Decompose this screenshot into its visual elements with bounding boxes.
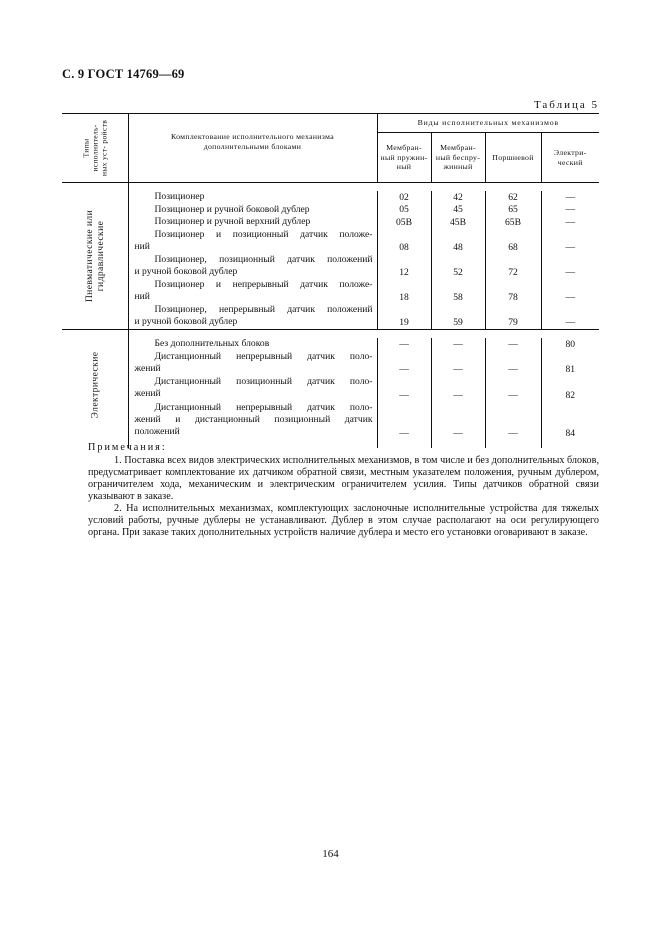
table-row xyxy=(62,254,599,279)
value-cell: 18 xyxy=(377,279,431,304)
config-text-line: ний xyxy=(134,240,150,252)
config-text-line: Дистанционный непрерывный датчик поло- xyxy=(154,350,373,362)
table-row xyxy=(62,216,599,229)
value-cell: 02 xyxy=(377,191,431,204)
config-cell xyxy=(128,229,377,254)
config-text-line: Позиционер xyxy=(154,191,205,202)
config-text-line: Позиционер, непрерывный датчик положений xyxy=(154,303,373,315)
value-cell: — xyxy=(431,376,485,402)
config-cell xyxy=(128,304,377,330)
subcolumn-header-text: Электри- ческий xyxy=(553,148,587,167)
value-cell: 82 xyxy=(565,389,576,401)
value-cell: 19 xyxy=(377,304,431,330)
table-row xyxy=(62,376,599,402)
config-column-header xyxy=(128,114,377,183)
value-cell: — xyxy=(431,351,485,377)
group-header xyxy=(377,114,599,133)
config-text-line: жений и дистанционный позиционный датчик xyxy=(134,413,373,425)
value-cell: 45 xyxy=(431,204,485,217)
subcolumn-header xyxy=(431,133,485,183)
value-cell: 48 xyxy=(431,229,485,254)
value-cell: — xyxy=(377,376,431,402)
value-cell: 84 xyxy=(565,428,576,439)
table-row xyxy=(62,191,599,204)
value-cell: — xyxy=(565,317,576,328)
data-table xyxy=(62,113,599,448)
config-text-line: жений xyxy=(134,388,161,400)
config-text-line: ний xyxy=(134,290,150,302)
group-spacer xyxy=(128,330,599,339)
value-cell: — xyxy=(565,291,576,303)
group-spacer-row xyxy=(62,183,599,192)
config-text-line: жений xyxy=(134,362,161,374)
value-cell: 78 xyxy=(485,279,541,304)
group-spacer xyxy=(128,183,599,192)
config-cell xyxy=(128,279,377,304)
value-cell: 05В xyxy=(377,216,431,229)
config-text-line: Дистанционный позиционный датчик поло- xyxy=(154,376,373,388)
value-cell: 45В xyxy=(431,216,485,229)
value-cell: 80 xyxy=(565,338,576,350)
page-number: 164 xyxy=(322,848,339,860)
type-column-header-text: Типы исполнитель- ных уст- ройств xyxy=(81,119,109,176)
config-text-line: Без дополнительных блоков xyxy=(154,338,270,349)
value-cell: 72 xyxy=(485,254,541,279)
config-cell xyxy=(128,351,377,377)
config-text-line: Позиционер и непрерывный датчик положе- xyxy=(154,278,373,290)
config-text-line: Позиционер и позиционный датчик положе- xyxy=(154,228,373,240)
group-header-text: Виды исполнительных механизмов xyxy=(417,118,559,128)
config-column-header-text: Комплектование исполнительного механизма дополнительными блоками xyxy=(171,132,334,151)
value-cell: — xyxy=(565,266,576,278)
config-text-line: Позиционер и ручной боковой дублер xyxy=(154,203,310,215)
value-cell: 62 xyxy=(485,191,541,204)
config-cell xyxy=(128,338,377,351)
value-cell: 81 xyxy=(565,364,576,376)
value-cell: 42 xyxy=(431,191,485,204)
value-cell: — xyxy=(485,376,541,402)
config-cell xyxy=(128,216,377,229)
notes-section xyxy=(88,442,599,539)
config-text-line: Дистанционный непрерывный датчик поло- xyxy=(154,401,373,413)
value-cell: 05 xyxy=(377,204,431,217)
group-type-label: Электрические xyxy=(89,351,101,419)
value-cell: 68 xyxy=(485,229,541,254)
page-header: С. 9 ГОСТ 14769—69 xyxy=(62,67,185,81)
notes-title: Примечания: xyxy=(88,442,167,453)
subcolumn-header xyxy=(541,133,599,183)
subcolumn-header-text: Поршневой xyxy=(492,152,534,162)
value-cell: 59 xyxy=(431,304,485,330)
value-cell: — xyxy=(485,351,541,377)
config-text-line: положений xyxy=(134,425,180,437)
value-cell: 79 xyxy=(485,304,541,330)
note-1: 1. Поставка всех видов электрических исполнительных механизмов, в том числе и без дополнительных блоков, предусматривает комплектование их датчиком обратной связи, местным указателем положения, ручным дублером, ограничителем хода, механическим и электрическим ограничителем усилия. Типы датчиков обратной связи указывают в заказе. xyxy=(88,455,599,502)
table-body xyxy=(62,114,599,449)
table-caption: Таблица 5 xyxy=(533,99,599,111)
value-cell: — xyxy=(377,338,431,351)
table-row xyxy=(62,229,599,254)
config-cell xyxy=(128,191,377,204)
config-cell xyxy=(128,376,377,402)
value-cell: 65 xyxy=(485,204,541,217)
value-cell: 08 xyxy=(377,229,431,254)
table-row xyxy=(62,402,599,440)
value-cell: 52 xyxy=(431,254,485,279)
config-text-line: и ручной боковой дублер xyxy=(134,265,238,277)
value-cell: — xyxy=(377,402,431,440)
value-cell: — xyxy=(431,338,485,351)
subcolumn-header xyxy=(377,133,431,183)
group-spacer-row xyxy=(62,330,599,339)
table-row xyxy=(62,204,599,217)
config-cell xyxy=(128,402,377,440)
value-cell: 12 xyxy=(377,254,431,279)
value-cell: — xyxy=(485,338,541,351)
table-row xyxy=(62,338,599,351)
subcolumn-header xyxy=(485,133,541,183)
subcolumn-header-text: Мембран- ный пружин- ный xyxy=(380,143,428,172)
table-row xyxy=(62,279,599,304)
type-column-header xyxy=(62,114,128,183)
config-cell xyxy=(128,254,377,279)
value-cell: 58 xyxy=(431,279,485,304)
group-type-cell xyxy=(62,330,128,441)
table-row xyxy=(62,304,599,330)
value-cell: — xyxy=(565,191,576,203)
note-2: 2. На исполнительных механизмах, комплектующих заслоночные исполнительные устройства для тяжелых условий работы, ручные дублеры не устанавливают. Дублер в этом случае располагают на оси регулирующего органа. При заказе таких дополнительных устройств наличие дублера и место его установки оговаривают в заказе. xyxy=(88,503,599,538)
value-cell: — xyxy=(485,402,541,440)
value-cell: — xyxy=(565,216,576,228)
config-text-line: Позиционер и ручной верхний дублер xyxy=(154,216,311,228)
subcolumn-header-text: Мембран- ный беспру- жинный xyxy=(435,143,481,172)
value-cell: — xyxy=(565,204,576,216)
value-cell: — xyxy=(431,402,485,440)
value-cell: — xyxy=(565,241,576,253)
value-cell: 65В xyxy=(485,216,541,229)
table-row xyxy=(62,351,599,377)
config-cell xyxy=(128,204,377,217)
config-text-line: и ручной боковой дублер xyxy=(134,315,238,327)
group-type-cell xyxy=(62,183,128,330)
group-type-label: Пневматические или гидравлические xyxy=(83,209,106,303)
value-cell: — xyxy=(377,351,431,377)
config-text-line: Позиционер, позиционный датчик положений xyxy=(154,253,373,265)
